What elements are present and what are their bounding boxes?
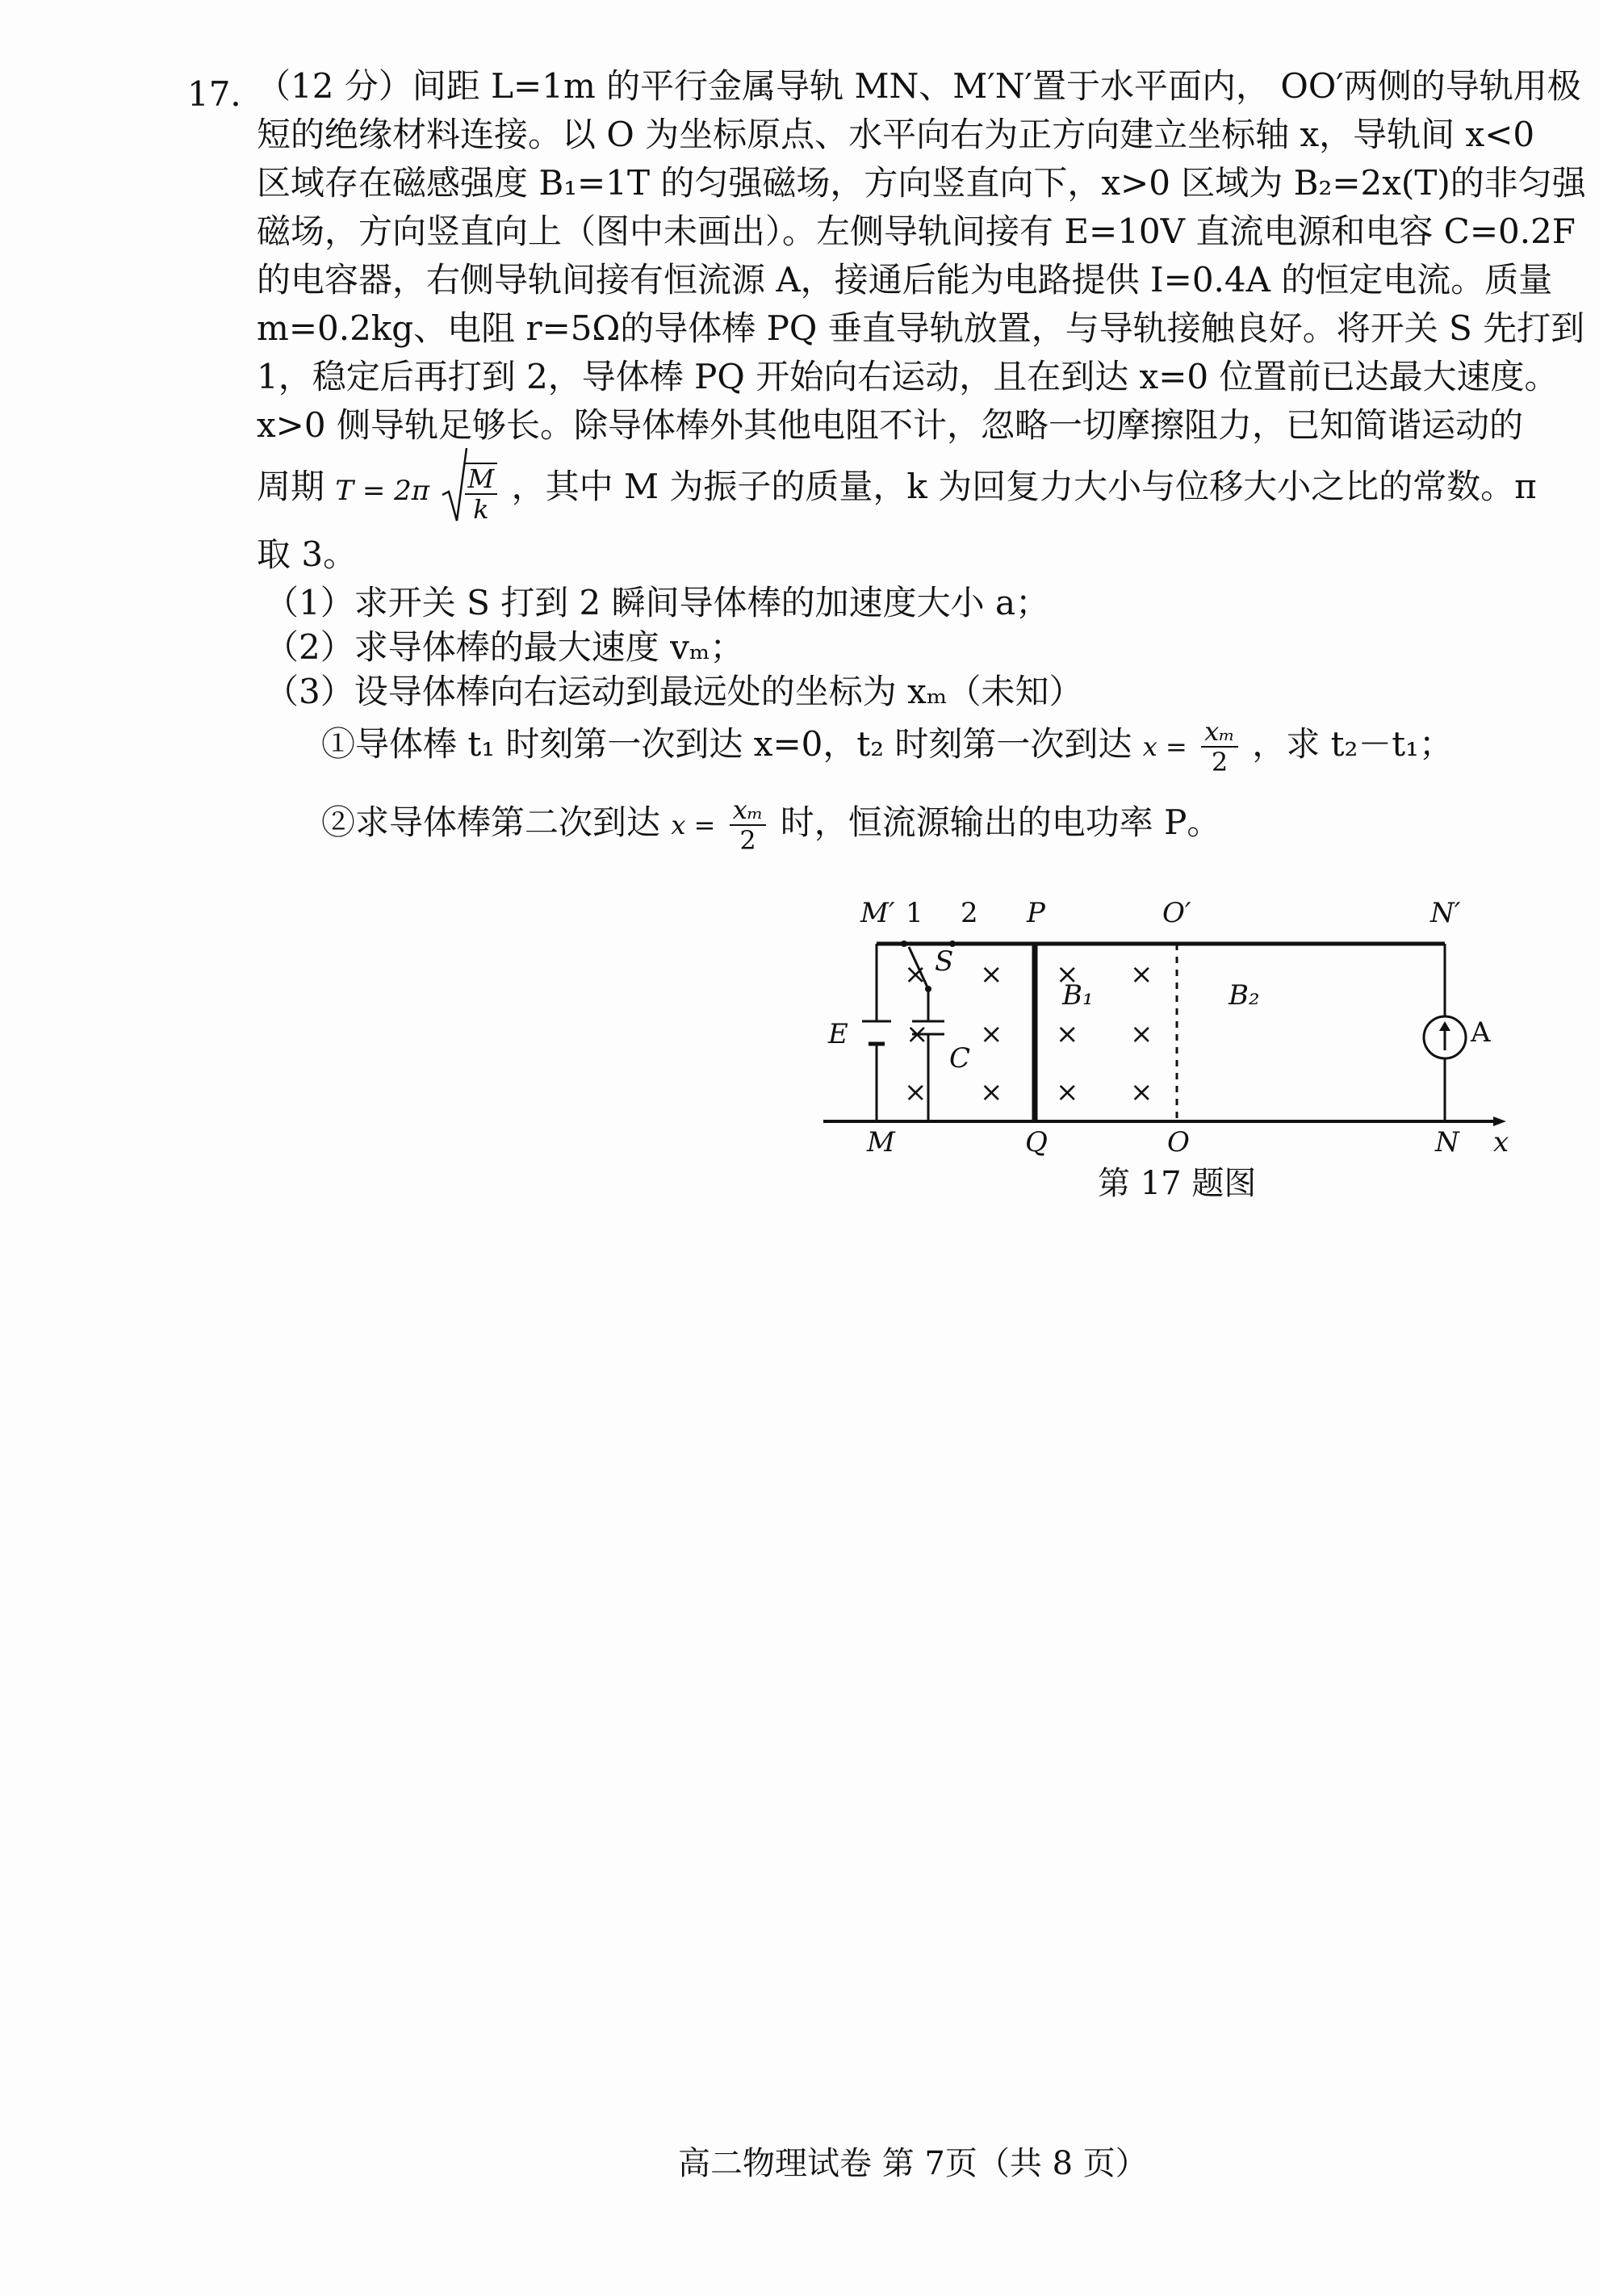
question-line-4: 磁场，方向竖直向上（图中未画出）。左侧导轨间接有 E=10V 直流电源和电容 C=0.2F bbox=[257, 212, 1576, 251]
field-cross: × bbox=[906, 1018, 929, 1050]
frac-num-2: xₘ bbox=[730, 795, 767, 826]
field-cross: × bbox=[1056, 1018, 1079, 1050]
field-cross: × bbox=[980, 1076, 1003, 1108]
label-m: M bbox=[867, 1126, 895, 1158]
field-cross: × bbox=[904, 1076, 927, 1108]
question-line-1: （12 分）间距 L=1m 的平行金属导轨 MN、M′N′置于水平面内， OO′两侧的导轨用极 bbox=[257, 66, 1581, 106]
sub2-suffix: 时，恒流源输出的电功率 P。 bbox=[780, 802, 1221, 842]
frac-den-2: 2 bbox=[739, 825, 756, 856]
figure-caption: 第 17 题图 bbox=[1098, 1165, 1257, 1202]
frac-den-1: 2 bbox=[1211, 747, 1229, 777]
field-cross: × bbox=[1130, 958, 1153, 991]
question-line-2: 短的绝缘材料连接。以 O 为坐标原点、水平向右为正方向建立坐标轴 x，导轨间 x<0 bbox=[257, 115, 1535, 154]
frac-lhs-2: x = bbox=[671, 810, 716, 840]
field-cross: × bbox=[1056, 958, 1079, 991]
page-footer: 高二物理试卷 第 7页（共 8 页） bbox=[678, 2145, 1148, 2182]
period-formula bbox=[335, 444, 500, 535]
frac-num-1: xₘ bbox=[1201, 717, 1238, 748]
pi-value-line: 取 3。 bbox=[257, 534, 358, 574]
label-q: Q bbox=[1025, 1126, 1048, 1158]
label-p: P bbox=[1027, 897, 1045, 929]
label-n-prime: N′ bbox=[1430, 897, 1461, 929]
field-cross: × bbox=[980, 1018, 1003, 1050]
label-switch-s: S bbox=[935, 945, 954, 978]
label-contact-1: 1 bbox=[906, 897, 923, 929]
period-suffix: ，其中 M 为振子的质量，k 为回复力大小与位移大小之比的常数。π bbox=[511, 467, 1537, 506]
question-line-6: m=0.2kg、电阻 r=5Ω的导体棒 PQ 垂直导轨放置，与导轨接触良好。将开关 S 先打到 bbox=[257, 308, 1585, 348]
half-xm-formula-1 bbox=[1143, 717, 1241, 777]
period-formula-den: k bbox=[473, 493, 489, 525]
sub1-suffix: ，求 t₂－t₁； bbox=[1252, 724, 1453, 764]
label-m-prime: M′ bbox=[860, 897, 895, 929]
label-a: A bbox=[1471, 1016, 1491, 1049]
field-cross: × bbox=[1130, 1018, 1153, 1050]
question-line-3: 区域存在磁感强度 B₁=1T 的匀强磁场，方向竖直向下，x>0 区域为 B₂=2x(T)的非匀强 bbox=[257, 163, 1586, 203]
question-line-5: 的电容器，右侧导轨间接有恒流源 A，接通后能为电路提供 I=0.4A 的恒定电流。质量 bbox=[257, 260, 1553, 300]
half-xm-formula-2 bbox=[671, 795, 769, 855]
label-b1: B₁ bbox=[1062, 979, 1094, 1012]
field-cross: × bbox=[980, 958, 1003, 991]
sub-part-2 bbox=[321, 795, 1599, 868]
period-formula-line bbox=[257, 442, 1564, 531]
field-cross: × bbox=[1130, 1076, 1153, 1108]
x-axis-arrow bbox=[1493, 1117, 1506, 1126]
label-c: C bbox=[949, 1042, 971, 1075]
question-number: 17． bbox=[187, 74, 265, 114]
question-line-8: x>0 侧导轨足够长。除导体棒外其他电阻不计，忽略一切摩擦阻力，已知简谐运动的 bbox=[257, 405, 1523, 445]
part-1: （1）求开关 S 打到 2 瞬间导体棒的加速度大小 a； bbox=[265, 583, 1050, 622]
sub2-prefix: ②求导体棒第二次到达 bbox=[321, 802, 661, 842]
contact-1 bbox=[901, 941, 907, 947]
sub1-prefix: ①导体棒 t₁ 时刻第一次到达 x=0，t₂ 时刻第一次到达 bbox=[321, 724, 1132, 764]
label-b2: B₂ bbox=[1229, 979, 1260, 1012]
question-line-7: 1，稳定后再打到 2，导体棒 PQ 开始向右运动，且在到达 x=0 位置前已达最大速度。 bbox=[257, 357, 1559, 396]
label-o-prime: O′ bbox=[1162, 897, 1191, 929]
period-formula-num: M bbox=[465, 464, 498, 495]
period-prefix: 周期 bbox=[257, 467, 325, 506]
sub-part-1 bbox=[321, 717, 1599, 790]
field-cross: × bbox=[904, 958, 927, 991]
sqrt-sign bbox=[441, 446, 501, 535]
label-x-axis: x bbox=[1493, 1126, 1509, 1158]
label-e: E bbox=[828, 1018, 848, 1050]
part-3: （3）设导体棒向右运动到最远处的坐标为 xₘ（未知） bbox=[265, 672, 1083, 711]
label-contact-2: 2 bbox=[961, 897, 978, 929]
label-o: O bbox=[1167, 1126, 1190, 1158]
field-cross: × bbox=[1056, 1076, 1079, 1108]
period-formula-lhs: T = 2π bbox=[335, 474, 430, 507]
frac-lhs-1: x = bbox=[1142, 731, 1187, 762]
part-2: （2）求导体棒的最大速度 vₘ； bbox=[265, 627, 744, 667]
label-n: N bbox=[1435, 1126, 1459, 1158]
